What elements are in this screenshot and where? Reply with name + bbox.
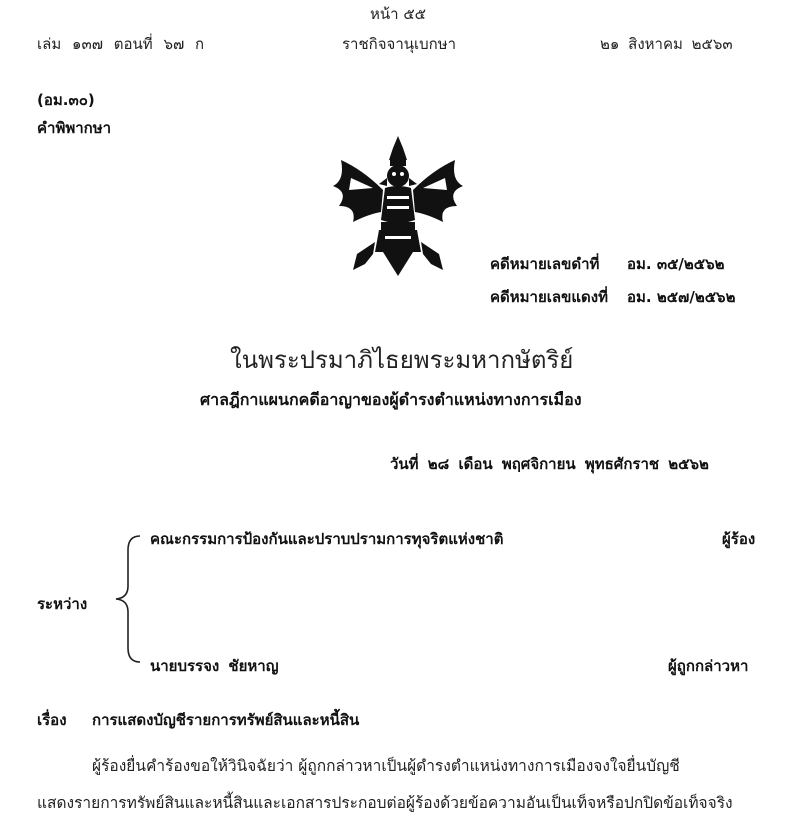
black-case-number: อม. ๓๕/๒๕๖๒ — [627, 255, 725, 273]
plaintiff-name: คณะกรรมการป้องกันและปราบปรามการทุจริตแห่งชาติ — [150, 530, 504, 548]
subject-text: การแสดงบัญชีรายการทรัพย์สินและหนี้สิน — [92, 711, 360, 729]
subject-label: เรื่อง — [37, 711, 67, 729]
party-brace — [108, 530, 144, 668]
red-case-label: คดีหมายเลขแดงที่ — [490, 288, 608, 306]
garuda-emblem-icon — [323, 130, 473, 280]
defendant-name: นายบรรจง ชัยหาญ — [150, 657, 279, 675]
document-type: คำพิพากษา — [37, 119, 112, 137]
red-case-number: อม. ๒๕๗/๒๕๖๒ — [627, 288, 736, 306]
publication-name: ราชกิจจานุเบกษา — [342, 35, 457, 53]
publication-date: ๒๑ สิงหาคม ๒๕๖๓ — [600, 35, 733, 53]
judgment-date: วันที่ ๒๘ เดือน พฤศจิกายน พุทธศักราช ๒๕๖๒ — [390, 455, 709, 473]
plaintiff-role: ผู้ร้อง — [722, 530, 756, 548]
body-line-2: แสดงรายการทรัพย์สินและหนี้สินและเอกสารประกอบต่อผู้ร้องด้วยข้อความอันเป็นเท็จหรือปกปิดข้อเท็จจริง — [37, 794, 733, 812]
form-code: (อม.๓๐) — [37, 91, 95, 109]
volume-issue: เล่ม ๑๓๗ ตอนที่ ๖๗ ก — [37, 35, 205, 53]
defendant-role: ผู้ถูกกล่าวหา — [668, 657, 749, 675]
court-name: ศาลฎีกาแผนกคดีอาญาของผู้ดำรงตำแหน่งทางการเมือง — [200, 390, 582, 409]
page-number: หน้า ๕๕ — [370, 5, 427, 23]
between-label: ระหว่าง — [37, 595, 88, 613]
document-title: ในพระปรมาภิไธยพระมหากษัตริย์ — [230, 346, 574, 374]
black-case-label: คดีหมายเลขดำที่ — [490, 255, 600, 273]
body-line-1: ผู้ร้องยื่นคำร้องขอให้วินิจฉัยว่า ผู้ถูกกล่าวหาเป็นผู้ดำรงตำแหน่งทางการเมืองจงใจยื่นบัญชี — [92, 757, 680, 775]
